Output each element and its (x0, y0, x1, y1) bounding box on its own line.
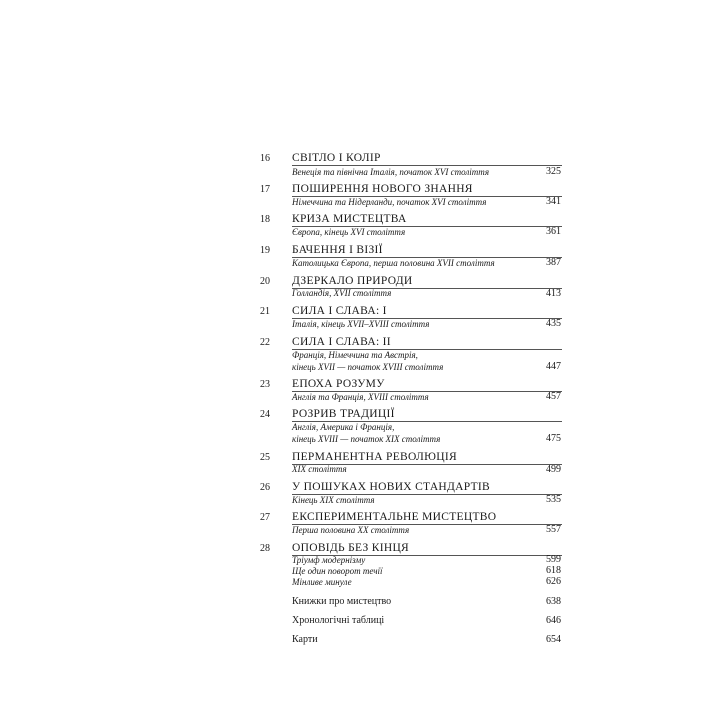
chapter-subtitle: Німеччина та Нідерланди, початок XVI століття (292, 197, 487, 207)
page-number: 413 (546, 288, 561, 299)
page-number: 557 (546, 524, 561, 535)
chapter-subtitle: кінець XVIII — початок XIX століття (292, 434, 441, 444)
page-number: 341 (546, 196, 561, 207)
chapter-subtitle: Європа, кінець XVI століття (292, 227, 406, 237)
page-number: 654 (546, 634, 561, 645)
chapter-number: 27 (260, 512, 270, 523)
page-number: 435 (546, 318, 561, 329)
chapter-title: КРИЗА МИСТЕЦТВА (292, 213, 407, 225)
page-number: 457 (546, 391, 561, 402)
page-number: 325 (546, 166, 561, 177)
chapter-title: ДЗЕРКАЛО ПРИРОДИ (292, 275, 413, 287)
chapter-number: 23 (260, 379, 270, 390)
chapter-number: 28 (260, 543, 270, 554)
chapter-subtitle: Католицька Європа, перша половина XVII століття (292, 258, 495, 268)
page-number: 535 (546, 494, 561, 505)
back-matter-title: Хронологічні таблиці (292, 615, 385, 626)
page-number: 638 (546, 596, 561, 607)
page-number: 646 (546, 615, 561, 626)
page-number: 387 (546, 257, 561, 268)
page-number: 626 (546, 576, 561, 587)
chapter-title: СВІТЛО І КОЛІР (292, 152, 381, 164)
chapter-subtitle: Франція, Німеччина та Австрія, (292, 350, 418, 360)
chapter-subtitle: Італія, кінець XVII–XVIII століття (292, 319, 430, 329)
back-matter-title: Книжки про мистецтво (292, 596, 392, 607)
chapter-title: У ПОШУКАХ НОВИХ СТАНДАРТІВ (292, 481, 491, 493)
chapter-subtitle: Перша половина XX століття (292, 525, 410, 535)
chapter-subtitle: Кінець XIX століття (292, 495, 375, 505)
chapter-title: ПЕРМАНЕНТНА РЕВОЛЮЦІЯ (292, 451, 457, 463)
chapter-number: 17 (260, 184, 270, 195)
chapter-subtitle: Голландія, XVII століття (292, 288, 392, 298)
page-number: 618 (546, 565, 561, 576)
page-number: 475 (546, 433, 561, 444)
chapter-title: БАЧЕННЯ І ВІЗІЇ (292, 244, 383, 256)
chapter-subtitle: Англія та Франція, XVIII століття (292, 392, 429, 402)
page-number: 361 (546, 226, 561, 237)
chapter-number: 21 (260, 306, 270, 317)
chapter-number: 16 (260, 153, 270, 164)
section-title: Тріумф модернізму (292, 555, 366, 565)
chapter-title: ЕПОХА РОЗУМУ (292, 378, 385, 390)
page-number: 447 (546, 361, 561, 372)
chapter-title: РОЗРИВ ТРАДИЦІЇ (292, 408, 395, 420)
chapter-title: ОПОВІДЬ БЕЗ КІНЦЯ (292, 542, 410, 554)
chapter-number: 24 (260, 409, 270, 420)
chapter-number: 18 (260, 214, 270, 225)
chapter-number: 26 (260, 482, 270, 493)
page-number: 499 (546, 464, 561, 475)
chapter-title: СИЛА І СЛАВА: ІІ (292, 336, 391, 348)
chapter-subtitle: кінець XVII — початок XVIII століття (292, 362, 444, 372)
chapter-subtitle: Венеція та північна Італія, початок XVI століття (292, 167, 490, 177)
page-number: 599 (546, 554, 561, 565)
chapter-title: ПОШИРЕННЯ НОВОГО ЗНАННЯ (292, 183, 473, 195)
section-title: Ще один поворот течії (292, 566, 383, 576)
chapter-number: 22 (260, 337, 270, 348)
chapter-number: 20 (260, 276, 270, 287)
chapter-subtitle: Англія, Америка і Франція, (292, 422, 395, 432)
back-matter-title: Карти (292, 634, 318, 645)
chapter-number: 25 (260, 452, 270, 463)
chapter-title: ЕКСПЕРИМЕНТАЛЬНЕ МИСТЕЦТВО (292, 511, 497, 523)
chapter-subtitle: XIX століття (292, 464, 347, 474)
chapter-number: 19 (260, 245, 270, 256)
section-title: Мінливе минуле (292, 577, 352, 587)
chapter-title: СИЛА І СЛАВА: І (292, 305, 387, 317)
